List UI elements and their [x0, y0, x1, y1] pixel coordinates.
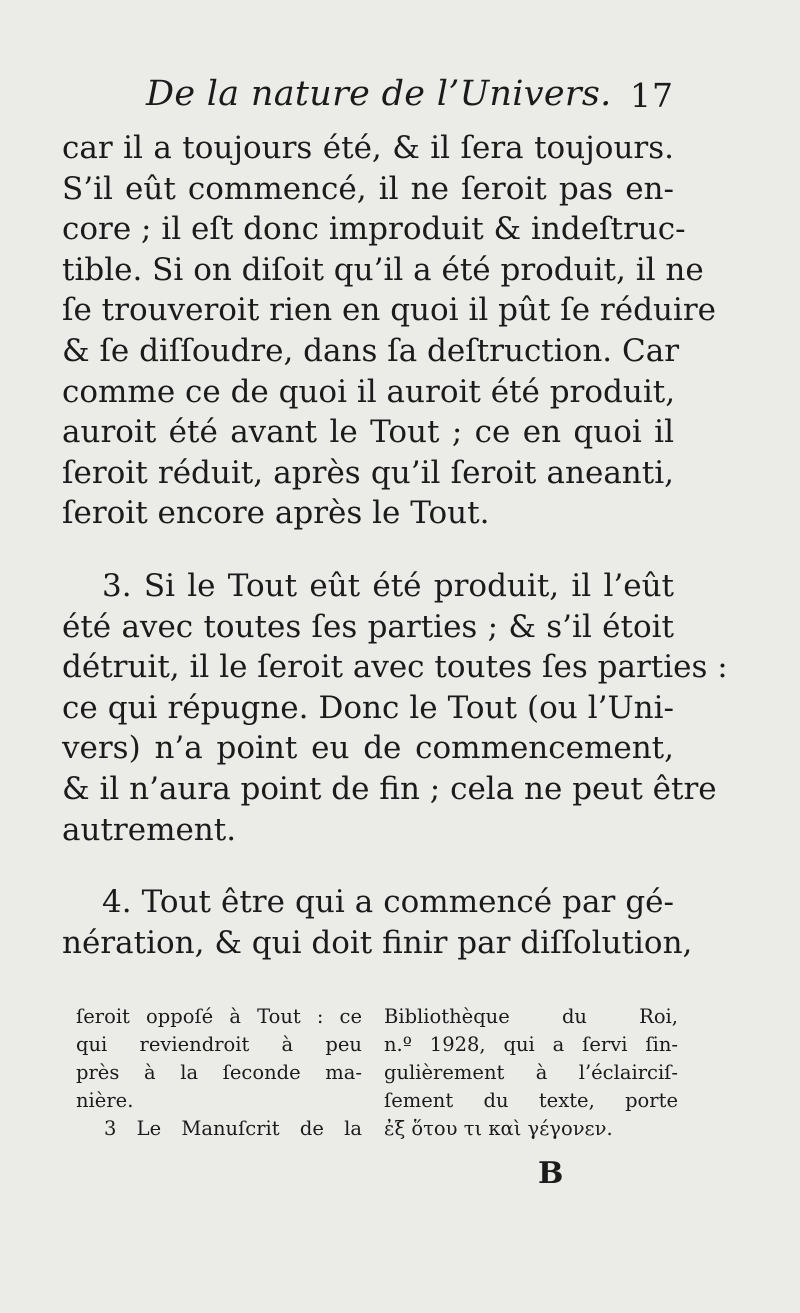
body-text — [62, 128, 728, 963]
paragraph-3-start: 3. Si le Tout eût été produit, il l’eût — [102, 567, 674, 604]
footnote-line: près à la ſeconde ma- — [76, 1061, 362, 1084]
footnotes — [76, 1003, 678, 1153]
footnote-line-greek: ἐξ ὅτου τι καὶ γέγονεν. — [384, 1117, 613, 1140]
text-line: nération, & qui doit finir par diſſolution, — [62, 924, 693, 961]
footnote-line: nière. — [76, 1089, 134, 1112]
text-line: vers) n’a point eu de commencement, — [62, 730, 674, 767]
text-line: tible. Si on diſoit qu’il a été produit, il ne — [62, 251, 704, 288]
text-line: ſeroit réduit, après qu’il ſeroit aneanti, — [62, 454, 674, 491]
page-header — [62, 74, 674, 126]
footnote-line: ſeroit oppoſé à Tout : ce — [76, 1005, 362, 1028]
footnote-line: ſement du texte, porte — [384, 1089, 678, 1112]
text-line: ſe trouveroit rien en quoi il pût ſe réduire — [62, 292, 716, 329]
footnote-3-start: 3 Le Manuſcrit de la — [104, 1117, 362, 1140]
text-line: comme ce de quoi il auroit été produit, — [62, 373, 676, 410]
footnote-line: n.º 1928, qui a ſervi ſin- — [384, 1033, 678, 1056]
footnote-line: Bibliothèque du Roi, — [384, 1005, 678, 1028]
text-line: core ; il eſt donc improduit & indeſtruc- — [62, 211, 686, 248]
signature-mark: B — [538, 1156, 564, 1191]
text-line: été avec toutes ſes parties ; & s’il étoit — [62, 608, 674, 645]
page-number: 17 — [630, 76, 674, 115]
footnote-line: qui reviendroit à peu — [76, 1033, 362, 1056]
text-line: détruit, il le ſeroit avec toutes ſes parties : — [62, 649, 728, 686]
running-head: De la nature de l’Univers. — [146, 74, 612, 114]
text-line: ſeroit encore après le Tout. — [62, 495, 490, 532]
paragraph-4-start: 4. Tout être qui a commencé par gé- — [102, 884, 674, 921]
text-line: & il n’aura point de fin ; cela ne peut être — [62, 770, 717, 807]
text-line: autrement. — [62, 811, 237, 848]
footnote-line: gulièrement à l’éclairciſ- — [384, 1061, 678, 1084]
text-line: auroit été avant le Tout ; ce en quoi il — [62, 414, 674, 451]
footnote-column-left — [76, 1003, 362, 1143]
text-line: ce qui répugne. Donc le Tout (ou l’Uni- — [62, 689, 674, 726]
footnote-column-right — [384, 1003, 678, 1143]
text-line: S’il eût commencé, il ne ſeroit pas en- — [62, 170, 674, 207]
text-line: & ſe diſſoudre, dans ſa deſtruction. Car — [62, 332, 680, 369]
text-line: car il a toujours été, & il ſera toujours. — [62, 130, 674, 166]
